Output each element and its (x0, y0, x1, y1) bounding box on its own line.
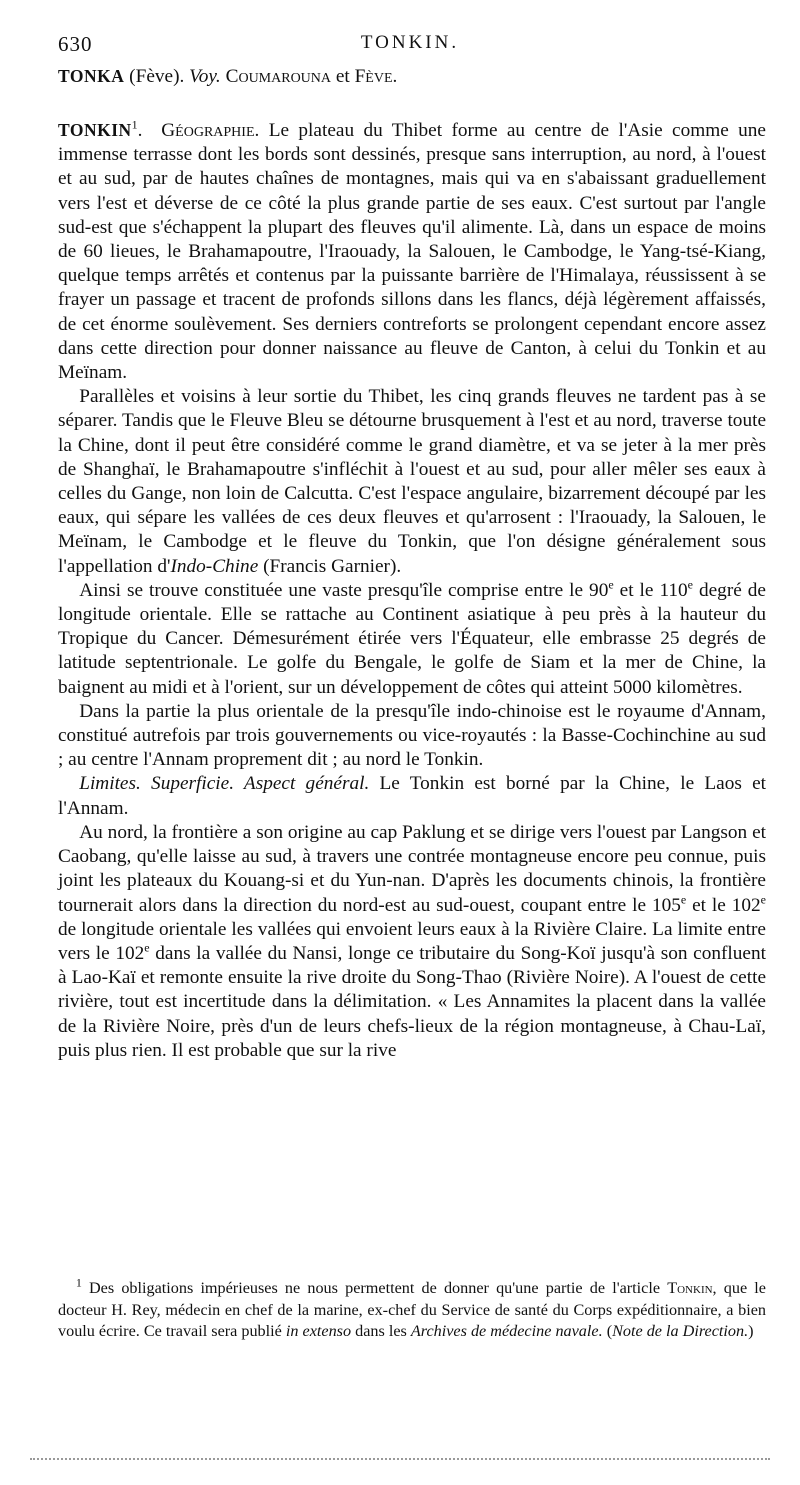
tonka-voy: Voy. (189, 66, 221, 87)
paragraph (58, 385, 766, 579)
paragraph-text: Le plateau du Thibet forme au centre de l'Asie comme une immense terrasse dont les bords sont dessinés, presque sans interruption, au nord, à l'ouest et au sud, par de hautes chaînes de montagnes, mais qui va en s'abaissant graduellement vers l'est et déverse de ce côté la plus grande partie de ses eaux. C'est surtout par l'angle sud-est que s'échappent la plupart des fleuves qu'il alimente. Là, dans un espace de moins de 60 lieues, le Brahamapoutre, l'Iraouady, la Salouen, le Cambodge, le Yang-tsé-Kiang, quelque temps arrêtés et contenus par la puissante barrière de l'Himalaya, réussissent à se frayer un passage et tracent de profonds sillons dans les flancs, déjà légèrement affaissés, de cet énorme soulèvement. Ses derniers contreforts se prolongent cependant encore assez dans cette direction pour donner naissance au fleuve de Canton, à celui du Tonkin et au Meïnam. (58, 120, 766, 384)
paragraph-text: Au nord, la frontière a son origine au cap Paklung et se dirige vers l'ouest par Langson et Caobang, qu'elle laisse au sud, à travers une contrée montagneuse encore peu connue, puis joint les plateaux du Kouang-si et du Yun-nan. D'après les documents chinois, la frontière tournerait alors dans la direction du nord-est au sud-ouest, coupant entre le 105 (58, 821, 766, 916)
paragraph-text: Ainsi se trouve constituée une vaste presqu'île comprise entre le 90 (79, 579, 609, 601)
paragraph (58, 700, 766, 773)
footnote-segment: ( (602, 1322, 613, 1340)
footnote-journal: Archives de médecine navale. (410, 1322, 603, 1340)
entry-tonkin (58, 118, 766, 1063)
paragraph-text: (Francis Garnier). (258, 555, 402, 577)
footnote-segment: dans les (351, 1322, 411, 1340)
paragraph-text: de longitude orientale les vallées qui envoient leurs eaux à la Rivière Claire. La limite entre vers le 102 (58, 918, 766, 964)
footnote-segment: Des obligations impérieuses ne nous permettent de donner qu'une partie de l'article (81, 1279, 668, 1297)
headword-tonka: TONKA (58, 66, 125, 86)
section-heading: Géographie. (161, 120, 260, 141)
footnote-note: Note de la Direction. (612, 1322, 749, 1340)
footnote-italic: in extenso (285, 1322, 352, 1340)
tonka-ref-coumarouna: Coumarouna (225, 66, 332, 87)
superscript: e (760, 892, 766, 907)
paragraph-text: et le 110 (613, 579, 688, 601)
footnote-segment: ) (748, 1322, 754, 1340)
paragraph: TONKIN$^1$. Géographie. Le plateau du Thibet forme au centre de l'Asie comme une immense terrasse dont les bords sont dessinés, presque sans interruption, au nord, à l'ouest et au sud, par de hautes chaînes de montagnes, mais qui va en s'abaissant graduellement vers l'est et déverse de ce côté la plus grande partie de ses eaux. C'est surtout par l'angle sud-est que s'échappent la plupart des fleuves qu'il alimente. Là, dans un espace de moins de 60 lieues, le Brahamapoutre, l'Iraouady, la Salouen, le Cambodge, le Yang-tsé-Kiang, quelque temps arrêtés et contenus par la puissante barrière de l'Himalaya, réussissent à se frayer un passage et tracent de profonds sillons dans les flancs, déjà légèrement affaissés, de cet énorme soulèvement. Ses derniers contreforts se prolongent cependant encore assez dans cette direction pour donner naissance au fleuve de Canton, à celui du Tonkin et au Meïnam. (58, 117, 766, 384)
paragraph-text: dans la vallée du Nansi, longe ce tributaire du Song-Koï jusqu'à son confluent à Lao-Kaï et remonte ensuite la rive droite du Song-Thao (Rivière Noire). A l'ouest de cette rivière, tout est incertitude dans la délimitation. « Les Annamites la placent dans la vallée de la Rivière Noire, près d'un de leurs chefs-lieux de la région montagneuse, à Chau-Laï, puis plus rien. Il est probable que sur la rive (58, 942, 766, 1061)
paragraph (58, 579, 766, 700)
paragraph-text: Parallèles et voisins à leur sortie du Thibet, les cinq grands fleuves ne tardent pas à se séparer. Tandis que le Fleuve Bleu se détourne brusquement à l'est et au nord, traverse toute la Chine, dont il peut être considéré comme le grand diamètre, et va se jeter à la mer près de Shanghaï, le Brahamapoutre s'infléchit à l'ouest et au sud, pour aller mêler ses eaux à celles du Gange, non loin de Calcutta. C'est l'espace angulaire, bizarrement découpé par les eaux, qui sépare les vallées de ces deux fleuves et qu'arrosent : l'Iraouady, la Salouen, le Meïnam, le Cambodge et le fleuve du Tonkin, que l'on désigne généralement sous l'appellation d' (58, 386, 766, 577)
paragraph-text: Le Tonkin est borné par la Chine, le Laos et l'Annam. (58, 773, 766, 819)
entry-tonka (58, 64, 766, 89)
headword-tonkin: TONKIN (58, 120, 132, 140)
running-head: TONKIN. (360, 32, 460, 53)
paragraph-text: Dans la partie la plus orientale de la presqu'île indo-chinoise est le royaume d'Annam, constitué autrefois par trois gouvernements ou vice-royautés : la Basse-Cochinchine au sud ; au centre l'Annam proprement dit ; au nord le Tonkin. (58, 700, 766, 771)
tonka-and: et (331, 66, 355, 87)
paragraph (58, 772, 766, 820)
subsection-heading: Limites. Superficie. Aspect général. (79, 773, 370, 795)
paragraph-text: et le 102 (686, 894, 761, 916)
superscript: e (608, 577, 614, 592)
page-header (58, 32, 762, 60)
footnote-term: Tonkin (667, 1279, 713, 1297)
tonka-ref-feve: Fève. (354, 66, 398, 87)
page-number: 630 (58, 32, 93, 56)
footnote (58, 1275, 766, 1343)
footnote-marker: 1 (75, 1275, 82, 1290)
superscript: e (680, 892, 687, 907)
footnote-text (58, 1275, 766, 1343)
footnote-segment: , que le docteur H. Rey, médecin en chef de la marine, ex-chef du Service de santé du Corps expéditionnaire, a bien voulu écrire. Ce travail sera publié (58, 1279, 766, 1340)
footnote-marker: 1 (131, 117, 138, 132)
tonka-gloss: (Fève). (124, 66, 190, 87)
superscript: e (144, 940, 150, 955)
paragraph-text: degré de longitude orientale. Elle se rattache au Continent asiatique à peu près à la hauteur du Tropique du Cancer. Démesurément étirée vers l'Équateur, elle embrasse 25 degrés de latitude septentrionale. Le golfe du Bengale, le golfe de Siam et la mer de Chine, la baignent au midi et à l'orient, sur un développement de côtes qui atteint 5000 kilomètres. (58, 579, 766, 698)
superscript: e (687, 577, 693, 592)
italic-term: Indo-Chine (170, 555, 259, 577)
bottom-divider (30, 1458, 770, 1462)
paragraph (58, 821, 766, 1063)
